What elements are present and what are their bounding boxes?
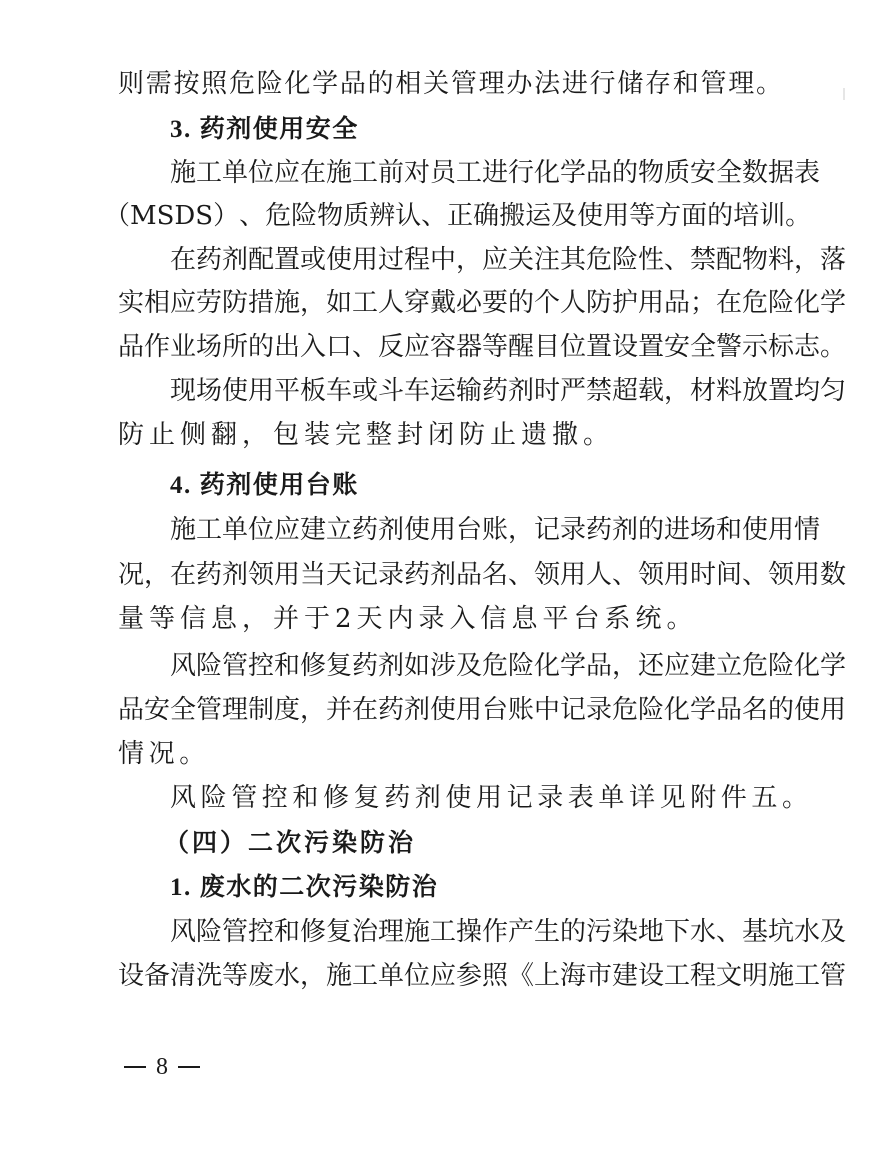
page-number (124, 1052, 200, 1082)
heading-text: 药剂使用安全 (199, 114, 359, 143)
text: 况​，​在​药​剂​领​用​当​天​记​录​药​剂​品​名​、​领​用​人​、​领​用​时​间​、​领​用​数 (118, 560, 847, 590)
body-text-line (118, 283, 847, 323)
body-text-line (118, 555, 847, 595)
body-text-line (118, 153, 821, 193)
body-text-line (118, 510, 821, 550)
heading-text: 废水的二次污染防治 (199, 872, 439, 901)
body-text-line (118, 690, 847, 730)
text: 风​险​管​控​和​修​复​药​剂​如​涉​及​危​险​化​学​品​，​还​应​建​立​危​险​化​学 (170, 651, 847, 681)
text: 品​安​全​管​理​制​度​，​并​在​药​剂​使​用​台​账​中​记​录​危​险​化​学​品​名​的​使​用 (118, 695, 847, 725)
body-text-line (118, 240, 847, 280)
body-text-line (118, 734, 782, 774)
scan-artifact (843, 88, 845, 100)
text: 实​相​应​劳​防​措​施​，​如​工​人​穿​戴​必​要​的​个​人​防​护​用​品​；​在​危​险​化​学 (118, 288, 847, 318)
text: 量等信息，并于2天内录入信息平台系统。 (118, 604, 698, 634)
text: 则​需​按​照​危​险​化​学​品​的​相​关​管​理​办​法​进​行​储​存​和​管​理​。 (118, 69, 782, 99)
body-text-line (118, 371, 847, 411)
heading-number: 4. (170, 472, 192, 499)
subsection-heading (118, 867, 834, 907)
text: 施​工​单​位​应​建​立​药​剂​使​用​台​账​，​记​录​药​剂​的​进​场​和​使​用​情 (170, 515, 821, 545)
page-number-text: 8 (156, 1054, 168, 1080)
body-text-line (118, 956, 847, 996)
subsection-heading (118, 465, 834, 505)
text: 施​工​单​位​应​在​施​工​前​对​员​工​进​行​化​学​品​的​物​质​安​全​数​据​表 (170, 158, 821, 188)
text: 防止侧翻，包装完整封闭防止遗撒。 (118, 420, 615, 450)
dash-left (124, 1066, 146, 1068)
heading-text: （四）二次污染防治 (164, 828, 417, 857)
body-text-line (118, 327, 847, 367)
text: 品​作​业​场​所​的​出​入​口​、​反​应​容​器​等​醒​目​位​置​设​置​安​全​警​示​标​志​。 (118, 332, 847, 362)
heading-text: 药剂使用台账 (199, 470, 359, 499)
heading-number: 1. (170, 874, 192, 901)
dash-right (178, 1066, 200, 1068)
body-text-line (104, 196, 812, 236)
text: （​M​S​D​S​）​、​危​险​物​质​辨​认​、​正​确​搬​运​及​使​用​等​方​面​的​培​训​。 (104, 201, 812, 231)
body-text-line (118, 64, 782, 104)
text: 设​备​清​洗​等​废​水​，​施​工​单​位​应​参​照​《​上​海​市​建​设​工​程​文​明​施​工​管 (118, 961, 847, 991)
body-text-line (118, 778, 813, 818)
body-text-line (118, 415, 782, 455)
subsection-heading (118, 109, 834, 149)
text: 风险管控和修复药剂使用记录表单详见附件五。 (170, 783, 813, 813)
body-text-line (118, 646, 847, 686)
body-text-line (118, 599, 782, 639)
text: 现​场​使​用​平​板​车​或​斗​车​运​输​药​剂​时​严​禁​超​载​，​材​料​放​置​均​匀 (170, 376, 847, 406)
body-text-line (118, 912, 847, 952)
section-heading (118, 823, 828, 863)
text: 在​药​剂​配​置​或​使​用​过​程​中​，​应​关​注​其​危​险​性​、​禁​配​物​料​，​落 (170, 245, 847, 275)
heading-number: 3. (170, 116, 192, 143)
text: 情况。 (118, 739, 210, 769)
text: 风​险​管​控​和​修​复​治​理​施​工​操​作​产​生​的​污​染​地​下​水​、​基​坑​水​及 (170, 917, 847, 947)
